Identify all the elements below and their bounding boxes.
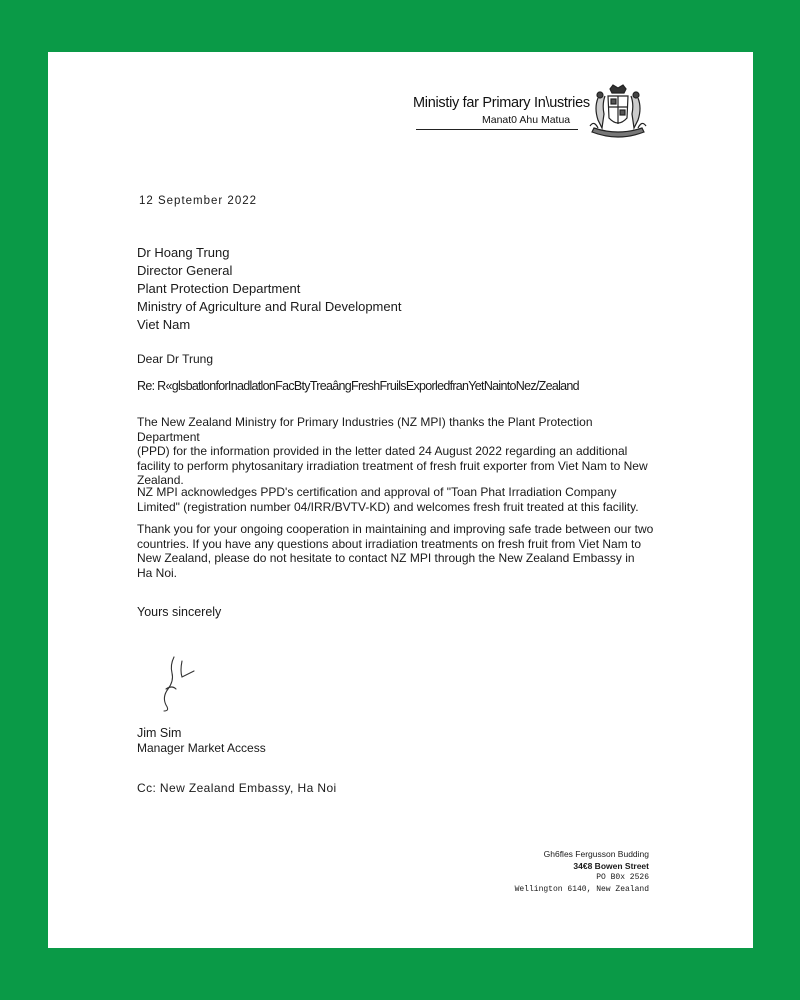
- cc-line: Cc: New Zealand Embassy, Ha Noi: [137, 781, 337, 795]
- closing: Yours sincerely: [137, 605, 222, 619]
- body-paragraph-1: The New Zealand Ministry for Primary Industries (NZ MPI) thanks the Plant Protection Department (PPD) for the information provided in the letter dated 24 August 2022 regarding an additional facility to perform phytosanitary irradiation treatment of fresh fruit exporter from Viet Nam to New Zealand.: [137, 415, 648, 487]
- recipient-name: Dr Hoang Trung: [137, 245, 230, 260]
- recipient-address: [137, 244, 401, 334]
- ministry-name: Ministiy far Primary In\ustries: [413, 95, 590, 111]
- footer-city: Wellington 6140, New Zealand: [514, 885, 649, 894]
- recipient-ministry: Ministry of Agriculture and Rural Development: [137, 299, 402, 314]
- signer-name: Jim Sim: [137, 726, 182, 740]
- recipient-department: Plant Protection Department: [137, 281, 301, 296]
- recipient-title: Director General: [137, 263, 233, 278]
- footer-address: [515, 848, 649, 896]
- subject-line: Re: R«glsbatlonforInadlatlonFacBtyTreaângFreshFruilsExporledfranYetNaintoNez/Zealand: [137, 379, 579, 393]
- signature-icon: [152, 655, 202, 713]
- signer-title: Manager Market Access: [137, 741, 266, 755]
- footer-building: Gh6fles Fergusson Budding: [543, 849, 649, 859]
- coat-of-arms-icon: [584, 84, 652, 142]
- footer-street: 34€8 Bowen Street: [573, 861, 649, 871]
- body-paragraph-2: NZ MPI acknowledges PPD's certification and approval of "Toan Phat Irradiation Company Limited" (registration number 04/IRR/BVTV-KD) and welcomes fresh fruit treated at this facility.: [137, 485, 639, 514]
- header-rule: [416, 129, 578, 130]
- body-paragraph-3: Thank you for your ongoing cooperation in maintaining and improving safe trade between our two countries. If you have any questions about irradiation treatments on fresh fruit from Viet Nam to New Zealand, please do not hesitate to contact NZ MPI through the New Zealand Embassy in Ha Noi.: [137, 522, 654, 580]
- ministry-maori-name: Manat0 Ahu Matua: [482, 114, 571, 126]
- letter-page: [48, 52, 753, 948]
- recipient-country: Viet Nam: [137, 317, 191, 332]
- letter-date: 12 September 2022: [139, 195, 258, 207]
- salutation: Dear Dr Trung: [137, 352, 214, 366]
- footer-po-box: PO B0x 2526: [596, 873, 649, 882]
